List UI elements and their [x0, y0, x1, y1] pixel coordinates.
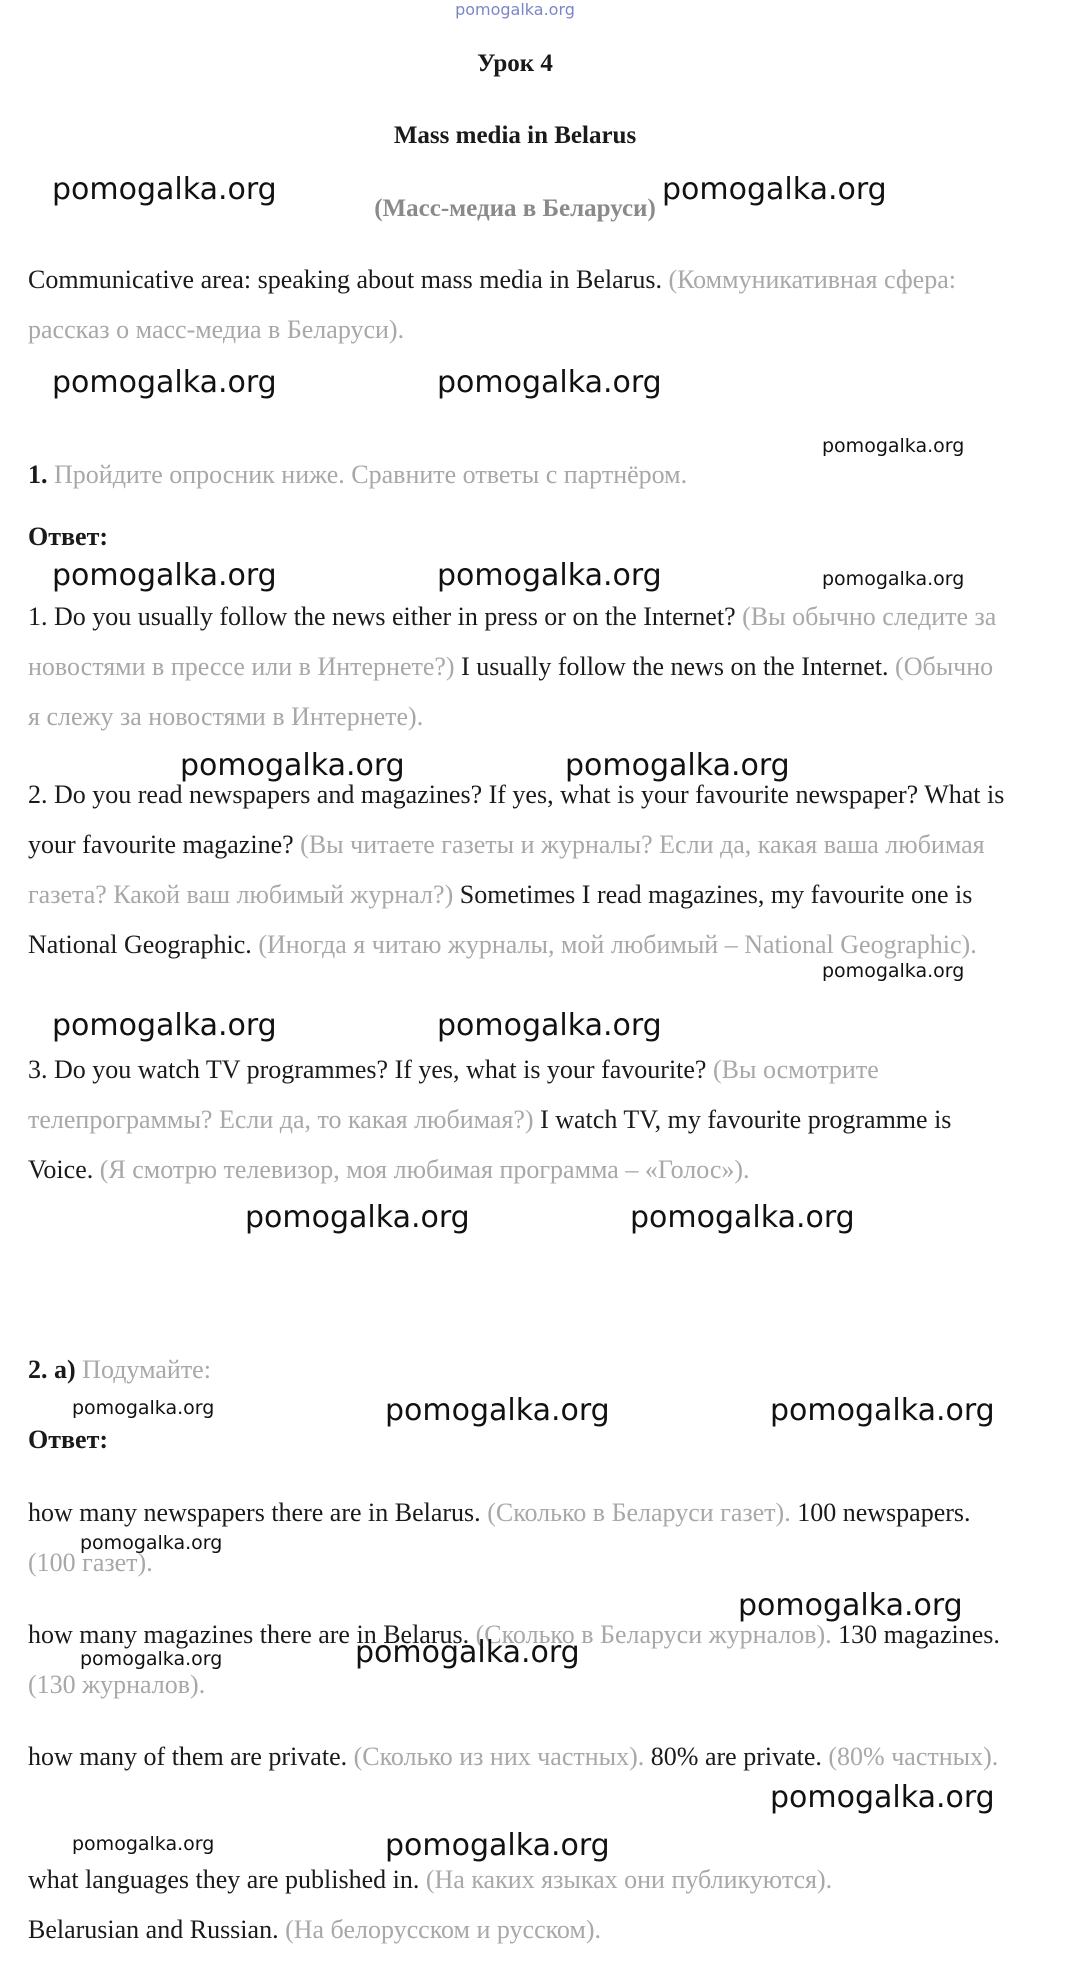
- task2-item-4: [28, 1855, 1008, 1955]
- task2-instruction-text: Подумайте:: [82, 1355, 211, 1384]
- watermark-text: pomogalka.org: [72, 1833, 215, 1855]
- watermark-text: pomogalka.org: [355, 1635, 580, 1670]
- watermark-text: pomogalka.org: [80, 1532, 223, 1554]
- task2-instruction: [28, 1345, 1008, 1395]
- task2-question-2: how many magazines there are in Belarus.: [28, 1620, 470, 1649]
- task2-question-1-ru: (Сколько в Беларуси газет).: [487, 1498, 791, 1527]
- watermark-text: pomogalka.org: [52, 1008, 277, 1043]
- watermark-text: pomogalka.org: [72, 1397, 215, 1419]
- task2-reply-1-ru: (100 газет).: [28, 1548, 153, 1577]
- task2-question-1: how many newspapers there are in Belarus.: [28, 1498, 481, 1527]
- communicative-area-ru: (Коммуникативная сфера: рассказ о масс-медиа в Беларуси).: [28, 265, 956, 344]
- task2-reply-4-ru: (На белорусском и русском).: [285, 1915, 602, 1944]
- task1-number: 1.: [28, 460, 48, 489]
- task1-reply-1: I usually follow the news on the Internet.: [461, 652, 889, 681]
- task2-reply-1: 100 newspapers.: [797, 1498, 971, 1527]
- watermark-text: pomogalka.org: [52, 172, 277, 207]
- watermark-text: pomogalka.org: [245, 1200, 470, 1235]
- task2-question-2-ru: (Сколько в Беларуси журналов).: [475, 1620, 832, 1649]
- watermark-text: pomogalka.org: [822, 435, 965, 457]
- task1-answer-label: Ответ:: [28, 522, 109, 551]
- watermark-text: pomogalka.org: [770, 1780, 995, 1815]
- watermark-text: pomogalka.org: [437, 365, 662, 400]
- topic-title: Mass media in Belarus: [393, 122, 637, 149]
- watermark-text: pomogalka.org: [770, 1393, 995, 1428]
- task1-reply-3: I watch TV, my favourite programme is Voice.: [28, 1105, 952, 1184]
- watermark-text: pomogalka.org: [662, 172, 887, 207]
- watermark-text: pomogalka.org: [630, 1200, 855, 1235]
- task2-reply-2: 130 magazines.: [838, 1620, 1000, 1649]
- watermark-text: pomogalka.org: [385, 1393, 610, 1428]
- watermark-text: pomogalka.org: [52, 365, 277, 400]
- topic-subtitle: (Масс-медиа в Беларуси): [374, 195, 656, 222]
- task2-reply-4: Belarusian and Russian.: [28, 1915, 279, 1944]
- watermark-text: pomogalka.org: [565, 748, 790, 783]
- site-header-link[interactable]: pomogalka.org: [455, 0, 575, 19]
- watermark-text: pomogalka.org: [822, 960, 965, 982]
- watermark-text: pomogalka.org: [80, 1648, 223, 1670]
- task2-reply-3-ru: (80% частных).: [828, 1742, 999, 1771]
- task1-answer-1: [28, 592, 1008, 742]
- task1-question-3-ru: (Вы осмотрите телепрограммы? Если да, то какая любимая?): [28, 1055, 879, 1134]
- task1-reply-2: Sometimes I read magazines, my favourite one is National Geographic.: [28, 880, 973, 959]
- watermark-text: pomogalka.org: [52, 558, 277, 593]
- task1-reply-2-ru: (Иногда я читаю журналы, мой любимый – National Geographic).: [258, 930, 977, 959]
- watermark-text: pomogalka.org: [180, 748, 405, 783]
- communicative-area-en: Communicative area: speaking about mass media in Belarus.: [28, 265, 662, 294]
- task1-question-2-ru: (Вы читаете газеты и журналы? Если да, какая ваша любимая газета? Какой ваш любимый журнал?): [28, 830, 985, 909]
- task1-instruction: [28, 450, 1008, 500]
- task2-question-3-ru: (Сколько из них частных).: [353, 1742, 645, 1771]
- task1-question-1: 1. Do you usually follow the news either in press or on the Internet?: [28, 602, 736, 631]
- watermark-text: pomogalka.org: [437, 558, 662, 593]
- watermark-text: pomogalka.org: [385, 1828, 610, 1863]
- task2-question-4: what languages they are published in.: [28, 1865, 420, 1894]
- task1-reply-1-ru: (Обычно я слежу за новостями в Интернете).: [28, 652, 994, 731]
- task2-answer-label: Ответ:: [28, 1425, 109, 1454]
- task1-answer-2: [28, 770, 1008, 970]
- task2-reply-3: 80% are private.: [650, 1742, 822, 1771]
- watermark-text: pomogalka.org: [437, 1008, 662, 1043]
- task1-question-2: 2. Do you read newspapers and magazines? If yes, what is your favourite newspaper? What is your favourite magazine?: [28, 780, 1005, 859]
- communicative-area: [28, 255, 1008, 355]
- task2-reply-2-ru: (130 журналов).: [28, 1670, 206, 1699]
- task1-answer-3: [28, 1045, 1008, 1195]
- task1-question-1-ru: (Вы обычно следите за новостями в прессе или в Интернете?): [28, 602, 997, 681]
- task1-reply-3-ru: (Я смотрю телевизор, моя любимая программа – «Голос»).: [99, 1155, 750, 1184]
- task2-question-4-ru: (На каких языках они публикуются).: [425, 1865, 833, 1894]
- watermark-text: pomogalka.org: [822, 568, 965, 590]
- watermark-text: pomogalka.org: [738, 1588, 963, 1623]
- task2-item-3: [28, 1732, 1008, 1782]
- lesson-title: Урок 4: [477, 50, 553, 77]
- task1-question-3: 3. Do you watch TV programmes? If yes, what is your favourite?: [28, 1055, 707, 1084]
- task1-instruction-text: Пройдите опросник ниже. Сравните ответы с партнёром.: [54, 460, 688, 489]
- task2-question-3: how many of them are private.: [28, 1742, 348, 1771]
- task2-number: 2. a): [28, 1355, 76, 1384]
